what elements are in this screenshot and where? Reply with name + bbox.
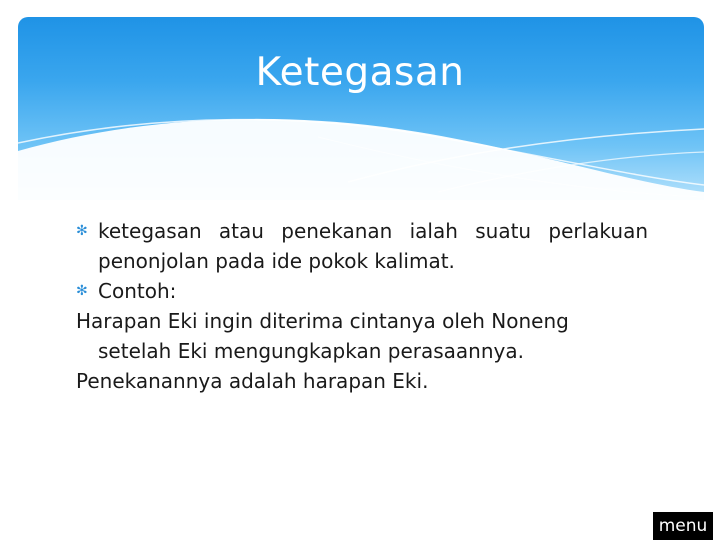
asterisk-bullet-icon: ✻ <box>76 283 88 299</box>
bullet-text: Contoh: <box>98 279 177 303</box>
bullet-item <box>76 276 648 306</box>
example-paragraph: Harapan Eki ingin diterima cintanya oleh Noneng setelah Eki mengungkapkan perasaannya. <box>76 309 569 363</box>
menu-button[interactable]: menu <box>653 512 713 540</box>
bullet-item <box>76 216 648 276</box>
slide-content <box>76 216 648 396</box>
slide-header <box>18 17 704 200</box>
slide-title: Ketegasan <box>255 50 465 95</box>
emphasis-paragraph: Penekanannya adalah harapan Eki. <box>76 369 429 393</box>
asterisk-bullet-icon: ✻ <box>76 223 88 239</box>
bullet-text: ketegasan atau penekanan ialah suatu perlakuan penonjolan pada ide pokok kalimat. <box>98 219 648 273</box>
header-wave-decoration <box>18 17 704 200</box>
